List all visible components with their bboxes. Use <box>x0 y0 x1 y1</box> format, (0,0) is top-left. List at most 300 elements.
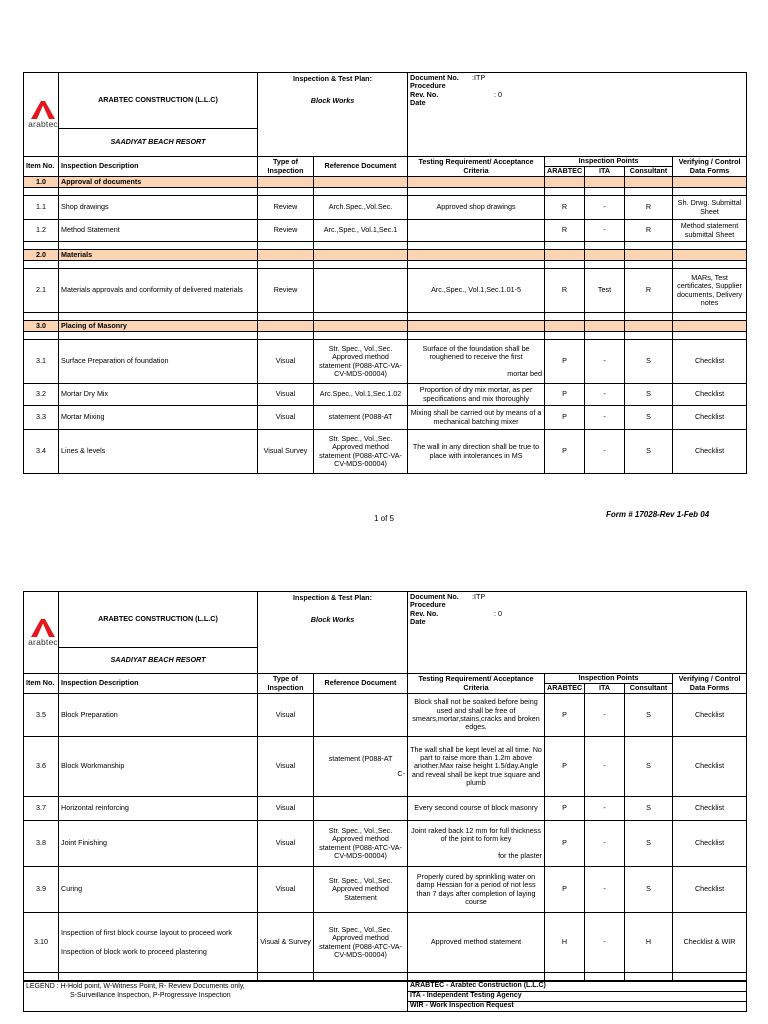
point-arabtec: P <box>545 384 585 406</box>
empty-cell <box>585 261 625 269</box>
doc-label-procedure: Procedure <box>410 81 446 91</box>
inspection-type: Review <box>258 220 314 242</box>
empty-cell <box>673 250 747 261</box>
point-arabtec: P <box>545 406 585 430</box>
empty-cell <box>314 250 408 261</box>
reference-extra: C- <box>397 768 406 778</box>
itp-table-2 <box>23 591 747 981</box>
point-ita: - <box>585 384 625 406</box>
point-consultant: S <box>625 694 673 737</box>
doc-label-rev: Rev. No. <box>410 89 439 99</box>
doc-label-docno: Document No. <box>410 592 459 601</box>
col-ref: Reference Document <box>314 674 408 694</box>
col-type: Type of Inspection <box>258 157 314 177</box>
empty-cell <box>673 242 747 250</box>
empty-cell <box>585 313 625 321</box>
item-description: Horizontal reinforcing <box>59 797 258 821</box>
table-row <box>24 430 747 474</box>
reference-text: Str. Spec., Vol.,Sec. Approved method statement (P088-ATC-VA-CV-MDS-00004) <box>319 924 402 959</box>
empty-cell <box>625 250 673 261</box>
doc-label-procedure: Procedure <box>410 600 446 610</box>
legend-line-2: S-Surveillance Inspection, P-Progressive Inspection <box>24 992 408 1002</box>
empty-cell <box>673 177 747 188</box>
company-name: ARABTEC CONSTRUCTION (L.L.C) <box>59 592 258 648</box>
col-item: Item No. <box>24 157 59 177</box>
point-ita: - <box>585 220 625 242</box>
table-row <box>24 867 747 913</box>
point-ita: - <box>585 430 625 474</box>
doc-label-rev: Rev. No. <box>410 608 439 618</box>
testing-requirement <box>408 406 545 430</box>
empty-cell <box>625 177 673 188</box>
control-forms: Checklist <box>673 384 747 406</box>
section-title: Approval of documents <box>59 177 258 188</box>
item-description: Method Statement <box>59 220 258 242</box>
plan-name: Block Works <box>310 615 355 625</box>
legend-ita: ITA - Independent Testing Agency <box>408 992 747 1002</box>
item-description: Mortar Mixing <box>59 406 258 430</box>
section-row <box>24 321 747 332</box>
section-title: Placing of Masonry <box>59 321 258 332</box>
empty-cell <box>545 313 585 321</box>
plan-name: Block Works <box>310 96 355 106</box>
col-desc: Inspection Description <box>59 674 258 694</box>
empty-cell <box>545 177 585 188</box>
point-consultant: S <box>625 384 673 406</box>
point-arabtec: R <box>545 220 585 242</box>
item-number: 3.6 <box>24 737 59 797</box>
empty-cell <box>625 242 673 250</box>
plan-cell <box>258 592 408 674</box>
empty-cell <box>408 250 545 261</box>
item-description: Surface Preparation of foundation <box>59 340 258 384</box>
doc-value-rev: : 0 <box>494 89 503 99</box>
plan-cell <box>258 73 408 157</box>
project-name: SAADIYAT BEACH RESORT <box>59 648 258 674</box>
testing-requirement <box>408 867 545 913</box>
empty-cell <box>673 261 747 269</box>
empty-cell <box>673 332 747 340</box>
section-number: 2.0 <box>24 250 59 261</box>
testing-text: Properly cured by sprinkling water on damp Hessian for a period of not less than 7 days after completion of laying course <box>416 871 536 906</box>
empty-cell <box>585 177 625 188</box>
reference-document <box>314 913 408 973</box>
inspection-type: Visual <box>258 737 314 797</box>
testing-text: Approved method statement <box>430 937 522 947</box>
item-description: Shop drawings <box>59 196 258 220</box>
testing-requirement <box>408 737 545 797</box>
empty-cell <box>314 261 408 269</box>
point-ita: - <box>585 694 625 737</box>
control-forms: Checklist <box>673 797 747 821</box>
item-number: 3.3 <box>24 406 59 430</box>
table-row <box>24 406 747 430</box>
testing-text: Mixing shall be carried out by means of a mechanical batching mixer <box>410 408 542 426</box>
table-row <box>24 797 747 821</box>
spacer-row <box>24 242 747 250</box>
point-arabtec: P <box>545 430 585 474</box>
item-number: 2.1 <box>24 269 59 313</box>
inspection-type: Visual <box>258 867 314 913</box>
empty-cell <box>585 973 625 981</box>
empty-cell <box>59 188 258 196</box>
testing-requirement <box>408 821 545 867</box>
empty-cell <box>545 242 585 250</box>
point-consultant: S <box>625 340 673 384</box>
spacer-row <box>24 332 747 340</box>
point-ita: - <box>585 913 625 973</box>
inspection-type: Review <box>258 269 314 313</box>
inspection-type: Visual <box>258 340 314 384</box>
legend-table <box>23 981 747 1012</box>
empty-cell <box>585 332 625 340</box>
col-type: Type of Inspection <box>258 674 314 694</box>
item-description <box>59 913 258 973</box>
item-number: 3.1 <box>24 340 59 384</box>
col-ref: Reference Document <box>314 157 408 177</box>
reference-text: Arc.,Spec., Vol.1,Sec.1 <box>323 225 398 235</box>
empty-cell <box>673 321 747 332</box>
legend-arabtec: ARABTEC - Arabtec Construction (L.L.C) <box>408 982 747 992</box>
item-number: 3.9 <box>24 867 59 913</box>
testing-text: Every second course of block masonry <box>414 803 538 813</box>
empty-cell <box>625 188 673 196</box>
legend-line-1: LEGEND : H-Hold point, W-Witness Point, R- Review Documents only, <box>24 982 408 992</box>
col-points: Inspection Points <box>545 674 673 684</box>
testing-requirement <box>408 430 545 474</box>
empty-cell <box>673 313 747 321</box>
point-ita: - <box>585 797 625 821</box>
empty-cell <box>408 313 545 321</box>
col-ita: ITA <box>585 167 625 177</box>
testing-requirement <box>408 913 545 973</box>
form-number: Form # 17028-Rev 1-Feb 04 <box>606 510 710 519</box>
control-forms: Checklist <box>673 867 747 913</box>
spacer-row <box>24 973 747 981</box>
testing-text: Approved shop drawings <box>436 202 516 212</box>
point-arabtec: P <box>545 694 585 737</box>
inspection-type: Visual <box>258 694 314 737</box>
arabtec-logo <box>26 97 59 133</box>
empty-cell <box>408 321 545 332</box>
empty-cell <box>314 332 408 340</box>
point-consultant: R <box>625 269 673 313</box>
empty-cell <box>59 242 258 250</box>
empty-cell <box>545 250 585 261</box>
inspection-type: Visual <box>258 797 314 821</box>
item-description: Joint Finishing <box>59 821 258 867</box>
empty-cell <box>673 188 747 196</box>
control-forms: Checklist & WIR <box>673 913 747 973</box>
reference-text: Str. Spec., Vol.,Sec. Approved method Statement <box>328 876 393 902</box>
testing-requirement <box>408 269 545 313</box>
testing-text: Surface of the foundation shall be roughened to receive the first <box>422 344 530 362</box>
reference-document <box>314 797 408 821</box>
empty-cell <box>59 261 258 269</box>
col-item: Item No. <box>24 674 59 694</box>
item-number: 1.1 <box>24 196 59 220</box>
point-arabtec: P <box>545 867 585 913</box>
testing-text: Joint raked back 12 mm for full thickness of the joint to form key <box>411 826 541 844</box>
reference-document <box>314 384 408 406</box>
empty-cell <box>258 177 314 188</box>
testing-text: Block shall not be soaked before being used and shall be free of smears,mortar,stains,cracks and broken edges. <box>412 697 540 732</box>
point-arabtec: R <box>545 196 585 220</box>
empty-cell <box>258 261 314 269</box>
control-forms: Checklist <box>673 406 747 430</box>
table-row <box>24 340 747 384</box>
empty-cell <box>408 242 545 250</box>
point-consultant: R <box>625 220 673 242</box>
empty-cell <box>408 973 545 981</box>
testing-extra: for the plaster <box>498 850 543 860</box>
item-description: Block Workmanship <box>59 737 258 797</box>
empty-cell <box>258 332 314 340</box>
empty-cell <box>258 188 314 196</box>
empty-cell <box>24 188 59 196</box>
point-ita: - <box>585 737 625 797</box>
reference-text: Arc.Spec., Vol.1,Sec.1.02 <box>319 389 402 399</box>
reference-text: Arch.Spec.,Vol.Sec. <box>328 202 393 212</box>
doc-info <box>408 592 747 674</box>
inspection-type: Visual <box>258 406 314 430</box>
col-arabtec: ARABTEC <box>545 167 585 177</box>
item-description: Mortar Dry Mix <box>59 384 258 406</box>
spacer-row <box>24 261 747 269</box>
doc-label-date: Date <box>410 97 426 107</box>
point-arabtec: P <box>545 797 585 821</box>
reference-text: Str. Spec., Vol.,Sec. Approved method statement (P088-ATC-VA-CV-MDS-00004) <box>319 343 402 378</box>
section-row <box>24 250 747 261</box>
empty-cell <box>258 973 314 981</box>
point-ita: - <box>585 867 625 913</box>
doc-label-docno: Document No. <box>410 73 459 82</box>
inspection-type: Visual & Survey <box>258 913 314 973</box>
control-forms: Checklist <box>673 737 747 797</box>
control-forms: Checklist <box>673 694 747 737</box>
item-number: 3.8 <box>24 821 59 867</box>
point-arabtec: P <box>545 340 585 384</box>
inspection-type: Review <box>258 196 314 220</box>
empty-cell <box>408 177 545 188</box>
plan-label: Inspection & Test Plan: <box>293 593 372 602</box>
point-consultant: S <box>625 821 673 867</box>
inspection-type: Visual Survey <box>258 430 314 474</box>
testing-text: The wall shall be kept level at all time. No part to raise more than 1.2m above another.Max raise height 1.5/day.Angle and reveal shall be kept true square and plumb <box>410 744 542 787</box>
empty-cell <box>24 242 59 250</box>
section-title: Materials <box>59 250 258 261</box>
point-consultant: S <box>625 867 673 913</box>
testing-requirement <box>408 196 545 220</box>
point-ita: - <box>585 406 625 430</box>
item-description-1: Inspection of first block course layout to proceed work <box>61 928 232 938</box>
item-number: 3.5 <box>24 694 59 737</box>
empty-cell <box>24 332 59 340</box>
empty-cell <box>673 973 747 981</box>
table-row <box>24 196 747 220</box>
table-row <box>24 737 747 797</box>
arabtec-logo-icon <box>29 615 57 639</box>
control-forms: Checklist <box>673 821 747 867</box>
point-arabtec: H <box>545 913 585 973</box>
table-row <box>24 694 747 737</box>
empty-cell <box>314 177 408 188</box>
reference-document <box>314 867 408 913</box>
col-forms: Verifying / Control Data Forms <box>673 157 747 177</box>
col-points: Inspection Points <box>545 157 673 167</box>
doc-value-docno: :ITP <box>472 73 486 82</box>
inspection-type: Visual <box>258 384 314 406</box>
doc-label-date: Date <box>410 616 426 626</box>
doc-value-rev: : 0 <box>494 608 503 618</box>
empty-cell <box>408 188 545 196</box>
legend-wir: WIR - Work Inspection Request <box>408 1002 747 1012</box>
point-consultant: S <box>625 737 673 797</box>
item-description: Lines & levels <box>59 430 258 474</box>
company-name: ARABTEC CONSTRUCTION (L.L.C) <box>59 73 258 129</box>
empty-cell <box>24 313 59 321</box>
reference-text: Str. Spec., Vol.,Sec. Approved method statement (P088-ATC-VA-CV-MDS-00004) <box>319 433 402 468</box>
empty-cell <box>545 332 585 340</box>
empty-cell <box>59 973 258 981</box>
empty-cell <box>314 242 408 250</box>
empty-cell <box>625 332 673 340</box>
col-test: Testing Requirement/ Acceptance Criteria <box>408 157 545 177</box>
empty-cell <box>258 313 314 321</box>
table-row <box>24 913 747 973</box>
point-consultant: R <box>625 196 673 220</box>
table-row <box>24 384 747 406</box>
point-arabtec: P <box>545 737 585 797</box>
item-number: 3.7 <box>24 797 59 821</box>
control-forms: Checklist <box>673 340 747 384</box>
empty-cell <box>59 332 258 340</box>
col-forms: Verifying / Control Data Forms <box>673 674 747 694</box>
col-desc: Inspection Description <box>59 157 258 177</box>
col-ita: ITA <box>585 684 625 694</box>
spacer-row <box>24 188 747 196</box>
reference-document <box>314 430 408 474</box>
point-consultant: S <box>625 430 673 474</box>
item-number: 1.2 <box>24 220 59 242</box>
reference-document <box>314 340 408 384</box>
table-row <box>24 821 747 867</box>
item-number: 3.2 <box>24 384 59 406</box>
doc-value-docno: :ITP <box>472 592 486 601</box>
reference-text: statement (P088-AT <box>328 754 393 764</box>
testing-text: Arc.,Spec., Vol.1,Sec.1.01-5 <box>431 285 521 295</box>
reference-document <box>314 737 408 797</box>
item-number: 3.10 <box>24 913 59 973</box>
reference-document <box>314 269 408 313</box>
page-number: 1 of 5 <box>373 514 394 523</box>
project-name: SAADIYAT BEACH RESORT <box>59 129 258 157</box>
point-ita: Test <box>585 269 625 313</box>
empty-cell <box>314 973 408 981</box>
col-consultant: Consultant <box>625 167 673 177</box>
logo-wordmark: arabtec <box>28 636 58 647</box>
empty-cell <box>585 242 625 250</box>
empty-cell <box>585 321 625 332</box>
point-consultant: S <box>625 406 673 430</box>
reference-document <box>314 821 408 867</box>
item-description: Block Preparation <box>59 694 258 737</box>
testing-requirement <box>408 384 545 406</box>
testing-requirement <box>408 797 545 821</box>
inspection-type: Visual <box>258 821 314 867</box>
empty-cell <box>258 321 314 332</box>
point-ita: - <box>585 821 625 867</box>
empty-cell <box>625 973 673 981</box>
empty-cell <box>545 973 585 981</box>
empty-cell <box>258 242 314 250</box>
empty-cell <box>585 250 625 261</box>
plan-label: Inspection & Test Plan: <box>293 74 372 83</box>
item-description: Curing <box>59 867 258 913</box>
control-forms: Sh. Drwg. Submittal Sheet <box>673 196 747 220</box>
empty-cell <box>408 332 545 340</box>
logo-wordmark: arabtec <box>28 118 58 129</box>
table-row <box>24 220 747 242</box>
empty-cell <box>585 188 625 196</box>
item-description: Materials approvals and conformity of delivered materials <box>59 269 258 313</box>
empty-cell <box>314 321 408 332</box>
empty-cell <box>625 321 673 332</box>
itp-page-2 <box>23 591 746 1012</box>
col-consultant: Consultant <box>625 684 673 694</box>
table-row <box>24 269 747 313</box>
section-number: 1.0 <box>24 177 59 188</box>
item-description-2: Inspection of block work to proceed plastering <box>61 946 207 956</box>
empty-cell <box>545 261 585 269</box>
col-test: Testing Requirement/ Acceptance Criteria <box>408 674 545 694</box>
empty-cell <box>625 261 673 269</box>
testing-requirement <box>408 220 545 242</box>
empty-cell <box>408 261 545 269</box>
control-forms: Method statement submittal Sheet <box>673 220 747 242</box>
empty-cell <box>545 321 585 332</box>
doc-info <box>408 73 747 157</box>
reference-document <box>314 406 408 430</box>
testing-requirement <box>408 694 545 737</box>
control-forms: MARs, Test certificates, Supplier documents, Delivery notes <box>673 269 747 313</box>
empty-cell <box>314 188 408 196</box>
empty-cell <box>24 973 59 981</box>
reference-document <box>314 196 408 220</box>
testing-text: Proportion of dry mix mortar, as per specifications and mix thoroughly <box>419 385 533 403</box>
empty-cell <box>24 261 59 269</box>
point-ita: - <box>585 196 625 220</box>
itp-table-1 <box>23 72 747 474</box>
empty-cell <box>545 188 585 196</box>
itp-page-1 <box>23 72 746 474</box>
testing-extra: mortar bed <box>507 368 543 378</box>
empty-cell <box>314 313 408 321</box>
point-arabtec: P <box>545 821 585 867</box>
reference-document <box>314 220 408 242</box>
logo-cell <box>24 592 59 674</box>
point-ita: - <box>585 340 625 384</box>
col-arabtec: ARABTEC <box>545 684 585 694</box>
section-number: 3.0 <box>24 321 59 332</box>
empty-cell <box>625 313 673 321</box>
arabtec-logo <box>26 615 59 651</box>
point-consultant: H <box>625 913 673 973</box>
control-forms: Checklist <box>673 430 747 474</box>
empty-cell <box>59 313 258 321</box>
reference-document <box>314 694 408 737</box>
logo-cell <box>24 73 59 157</box>
